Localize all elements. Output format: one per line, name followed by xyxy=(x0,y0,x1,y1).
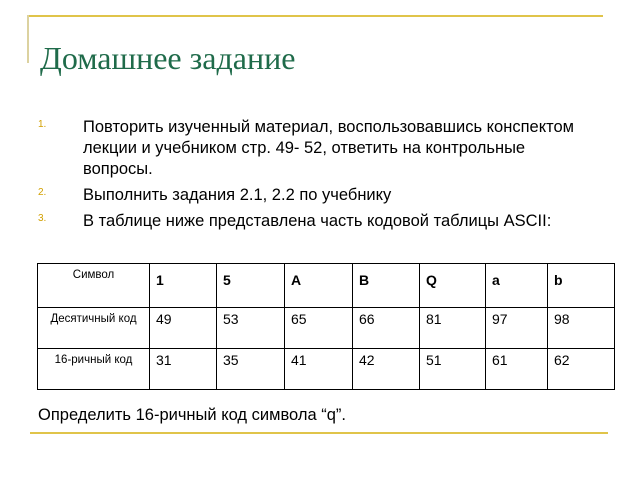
hex-cell: 62 xyxy=(548,349,615,390)
row-header-decimal: Десятичный код xyxy=(38,308,150,349)
slide-title: Домашнее задание xyxy=(40,40,296,76)
task-item xyxy=(38,211,598,232)
row-header-hex: 16-ричный код xyxy=(38,349,150,390)
top-accent-rule xyxy=(27,15,603,17)
decimal-cell: 98 xyxy=(548,308,615,349)
task-text: Выполнить задания 2.1, 2.2 по учебнику xyxy=(83,186,392,204)
hex-cell: 35 xyxy=(217,349,285,390)
decimal-cell: 65 xyxy=(285,308,353,349)
symbol-cell: 5 xyxy=(217,264,285,308)
row-header-symbol: Символ xyxy=(38,264,150,308)
task-text: Повторить изученный материал, воспользовавшись конспектом лекции и учебником стр. 49- 52, ответить на контрольные вопросы. xyxy=(83,118,574,178)
symbol-cell: Q xyxy=(420,264,486,308)
decimal-cell: 53 xyxy=(217,308,285,349)
table-row-symbol xyxy=(38,264,615,308)
task-item xyxy=(38,185,598,206)
symbol-cell: b xyxy=(548,264,615,308)
symbol-cell: A xyxy=(285,264,353,308)
hex-cell: 31 xyxy=(150,349,217,390)
symbol-cell: B xyxy=(353,264,420,308)
table-row-decimal xyxy=(38,308,615,349)
decimal-cell: 49 xyxy=(150,308,217,349)
ascii-code-table xyxy=(37,263,615,390)
task-list xyxy=(38,117,598,237)
decimal-cell: 97 xyxy=(486,308,548,349)
task-number: 3. xyxy=(38,213,47,224)
decimal-cell: 66 xyxy=(353,308,420,349)
conclusion-text: Определить 16-ричный код символа “q”. xyxy=(38,406,346,424)
hex-cell: 42 xyxy=(353,349,420,390)
hex-cell: 41 xyxy=(285,349,353,390)
symbol-cell: 1 xyxy=(150,264,217,308)
task-number: 1. xyxy=(38,119,47,130)
decimal-cell: 81 xyxy=(420,308,486,349)
hex-cell: 51 xyxy=(420,349,486,390)
bottom-accent-rule xyxy=(30,432,608,434)
hex-cell: 61 xyxy=(486,349,548,390)
symbol-cell: a xyxy=(486,264,548,308)
task-text: В таблице ниже представлена часть кодовой таблицы ASCII: xyxy=(83,212,552,230)
task-number: 2. xyxy=(38,187,47,198)
table-row-hex xyxy=(38,349,615,390)
task-item xyxy=(38,117,598,180)
side-accent-rule xyxy=(27,15,29,63)
